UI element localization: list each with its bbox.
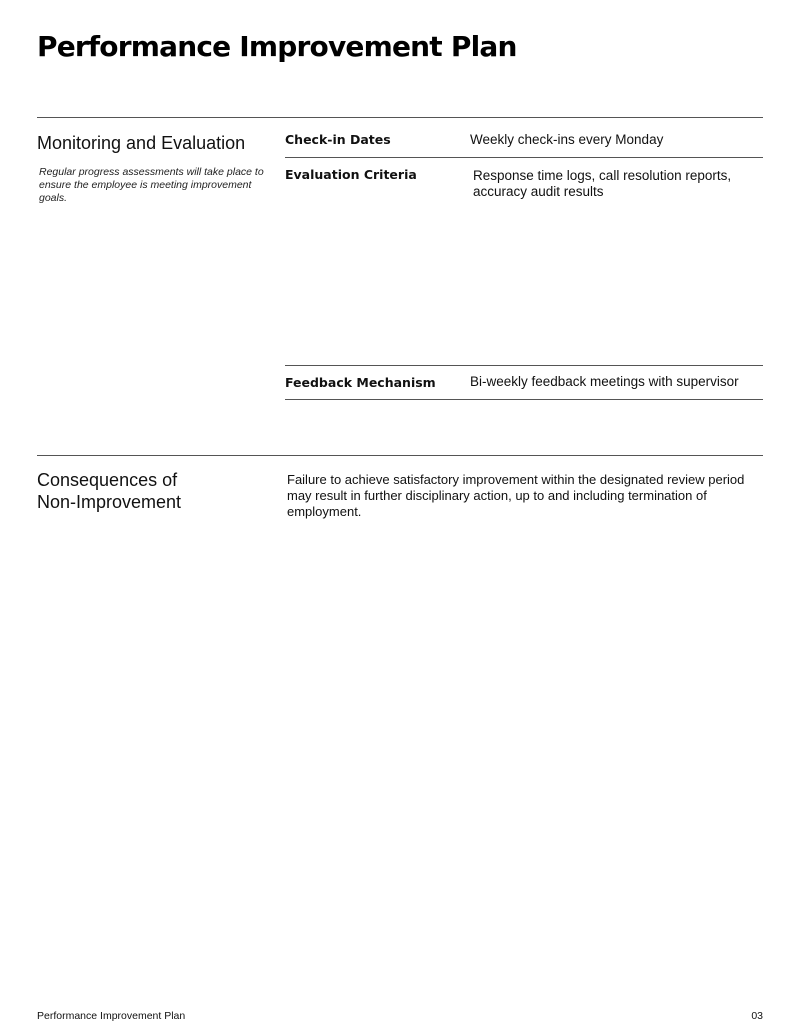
row-value-evaluation-criteria: Response time logs, call resolution reports, accuracy audit results bbox=[473, 168, 732, 199]
consequences-heading-line-1: Consequences of bbox=[37, 470, 178, 490]
row-value-feedback-mechanism: Bi-weekly feedback meetings with supervisor bbox=[470, 374, 739, 389]
row-divider bbox=[285, 157, 763, 158]
row-label-feedback-mechanism: Feedback Mechanism bbox=[285, 375, 436, 390]
consequences-heading bbox=[37, 469, 181, 513]
row-divider bbox=[285, 365, 763, 366]
page-number: 03 bbox=[751, 1010, 763, 1022]
footer-title: Performance Improvement Plan bbox=[37, 1010, 186, 1022]
row-label-check-in-dates: Check-in Dates bbox=[285, 132, 391, 147]
page-title: Performance Improvement Plan bbox=[37, 30, 517, 63]
monitoring-note: Regular progress assessments will take place to ensure the employee is meeting improvement goals. bbox=[39, 166, 264, 204]
row-divider bbox=[285, 399, 763, 400]
monitoring-heading: Monitoring and Evaluation bbox=[37, 133, 246, 153]
consequences-heading-line-2: Non-Improvement bbox=[37, 492, 182, 512]
section-divider-consequences bbox=[37, 455, 763, 456]
row-label-evaluation-criteria: Evaluation Criteria bbox=[285, 167, 417, 182]
consequences-body: Failure to achieve satisfactory improvement within the designated review period may result in further disciplinary action, up to and including termination of employment. bbox=[287, 472, 745, 519]
row-value-check-in-dates: Weekly check-ins every Monday bbox=[470, 132, 664, 147]
section-divider-monitoring bbox=[37, 117, 763, 118]
